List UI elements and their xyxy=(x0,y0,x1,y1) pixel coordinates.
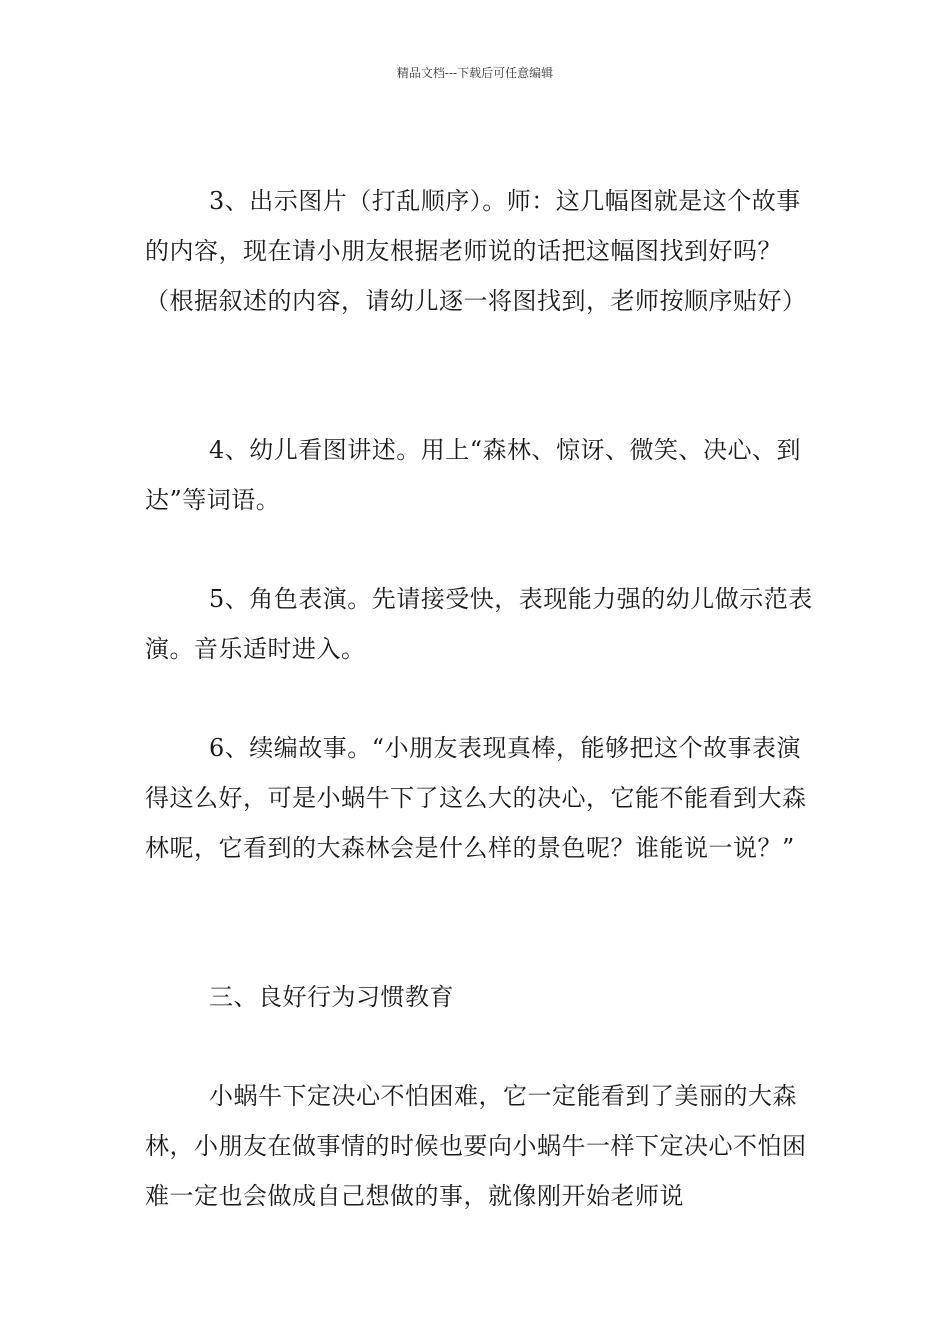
paragraph-step-6: 6、续编故事。“小朋友表现真棒，能够把这个故事表演得这么好，可是小蜗牛下了这么大的决心，它能不能看到大森林呢，它看到的大森林会是什么样的景色呢？谁能说一说？” xyxy=(145,734,807,862)
page-header: 精品文档---下载后可任意编辑 xyxy=(396,66,554,80)
paragraph-step-3: 3、出示图片（打乱顺序）。师：这几幅图就是这个故事的内容，现在请小朋友根据老师说的话把这幅图找到好吗？（根据叙述的内容，请幼儿逐一将图找到，老师按顺序贴好） xyxy=(145,187,807,315)
paragraph-behavior-education: 小蜗牛下定决心不怕困难，它一定能看到了美丽的大森林，小朋友在做事情的时候也要向小蜗牛一样下定决心不怕困难一定也会做成自己想做的事，就像刚开始老师说 xyxy=(145,1082,807,1210)
paragraph-step-4: 4、幼儿看图讲述。用上“森林、惊讶、微笑、决心、到达”等词语。 xyxy=(145,436,802,514)
paragraph-step-5: 5、角色表演。先请接受快，表现能力强的幼儿做示范表演。音乐适时进入。 xyxy=(145,585,813,663)
section-heading-behavior-education: 三、良好行为习惯教育 xyxy=(209,983,454,1011)
